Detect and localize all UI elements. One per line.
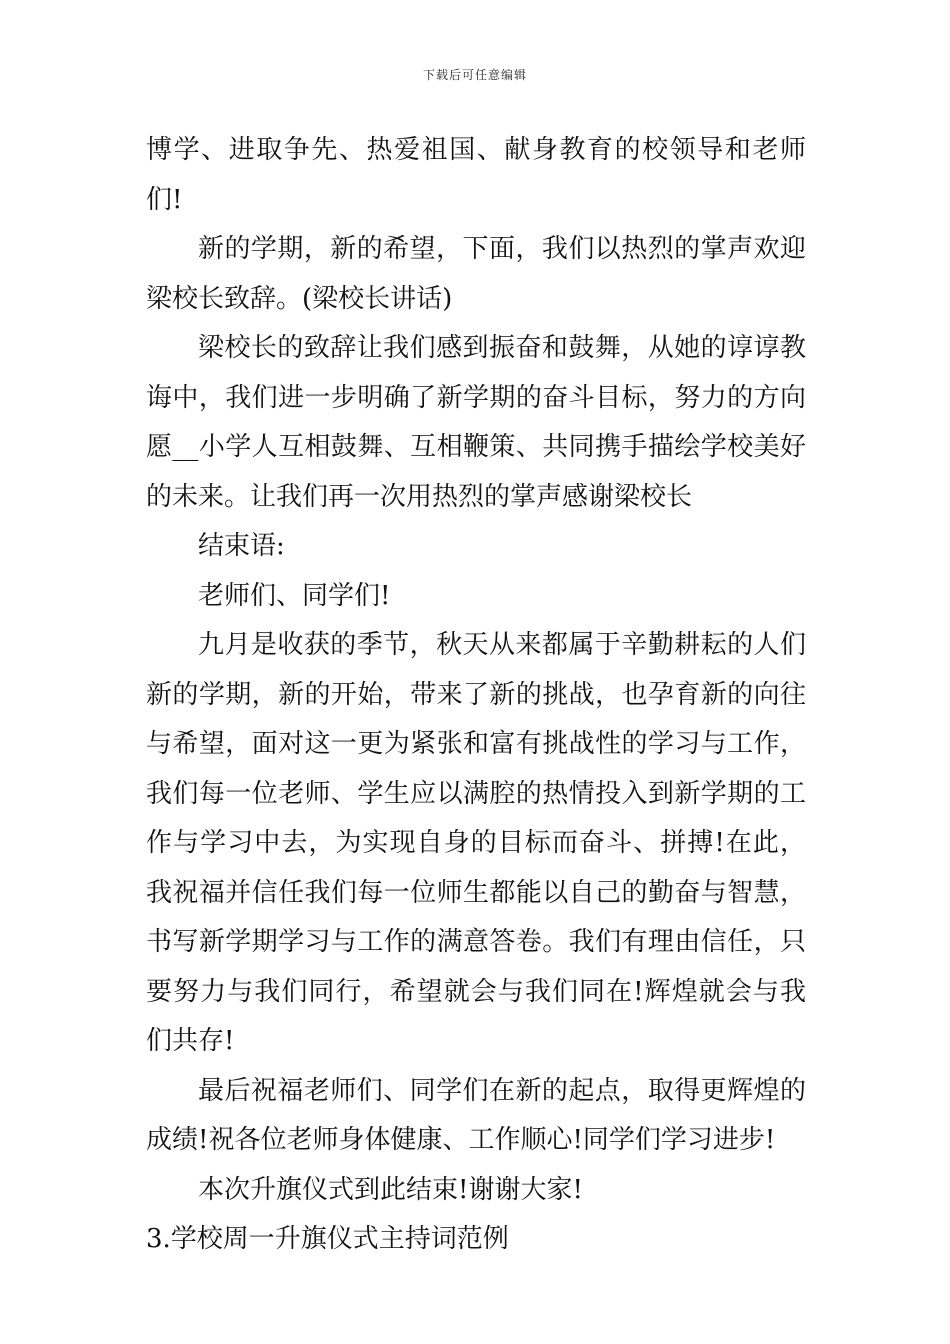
paragraph-closing-label: 结束语: bbox=[198, 531, 285, 561]
paragraph-ceremony-end: 本次升旗仪式到此结束!谢谢大家! bbox=[198, 1174, 583, 1205]
document-body bbox=[146, 126, 806, 1265]
paragraph-greeting-continued: 博学、进取争先、热爱祖国、献身教育的校领导和老师们! bbox=[146, 135, 806, 215]
paragraph-address: 老师们、同学们! bbox=[198, 580, 391, 611]
paragraph-final-wishes: 最后祝福老师们、同学们在新的起点，取得更辉煌的成绩!祝各位老师身体健康、工作顺心!同学们学习进步! bbox=[146, 1075, 806, 1155]
section-heading: 3.学校周一升旗仪式主持词范例 bbox=[146, 1224, 509, 1254]
paragraph-principal-speech-response: 梁校长的致辞让我们感到振奋和鼓舞，从她的谆谆教诲中，我们进一步明确了新学期的奋斗目标，努力的方向愿__小学人互相鼓舞、互相鞭策、共同携手描绘学校美好的未来。让我们再一次用热烈的掌声感谢梁校长 bbox=[146, 333, 806, 512]
paragraph-welcome-principal: 新的学期，新的希望，下面，我们以热烈的掌声欢迎梁校长致辞。(梁校长讲话) bbox=[146, 234, 806, 314]
paragraph-september-harvest: 九月是收获的季节，秋天从来都属于辛勤耕耘的人们新的学期，新的开始，带来了新的挑战，也孕育新的向往与希望，面对这一更为紧张和富有挑战性的学习与工作，我们每一位老师、学生应以满腔的热情投入到新学期的工作与学习中去，为实现自身的目标而奋斗、拼搏!在此，我祝福并信任我们每一位师生都能以自己的勤奋与智慧，书写新学期学习与工作的满意答卷。我们有理由信任，只要努力与我们同行，希望就会与我们同在!辉煌就会与我们共存! bbox=[146, 630, 806, 1056]
header-note: 下载后可任意编辑 bbox=[422, 68, 527, 82]
